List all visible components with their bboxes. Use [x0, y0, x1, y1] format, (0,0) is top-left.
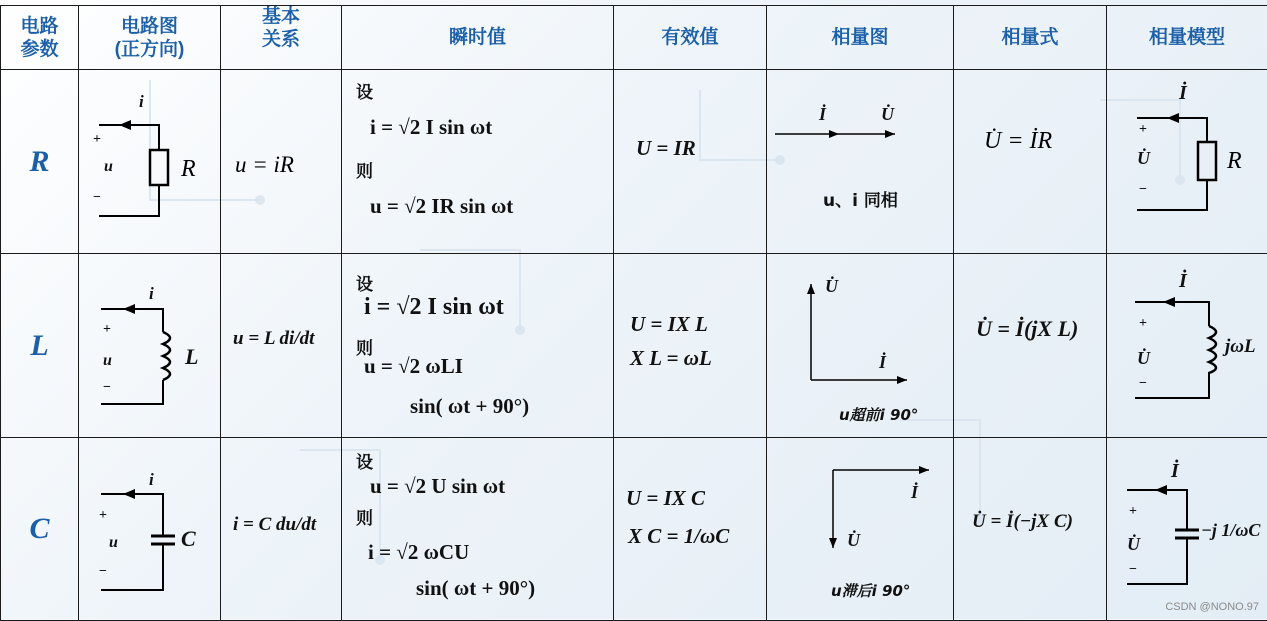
- model-cell: [1107, 438, 1267, 621]
- param-cell: [1, 438, 79, 621]
- instant-then: 则: [356, 157, 373, 182]
- header-param-label: 电路 参数: [20, 16, 58, 60]
- header-relation: [221, 6, 342, 70]
- relation-cell: [221, 254, 342, 438]
- phasor-eq-cell: [954, 70, 1107, 254]
- circuit-minus-label: −: [99, 564, 107, 580]
- circuit-current-label: i: [139, 92, 144, 112]
- circuit-element-label: C: [181, 526, 196, 552]
- model-element-label: −j 1/ωC: [1201, 520, 1260, 541]
- header-row: [1, 6, 1267, 70]
- effective-eq1: U = IR: [636, 136, 696, 161]
- circuit-cell: [79, 438, 221, 621]
- relation-formula: u = L di/dt: [233, 328, 314, 350]
- capacitor-circuit-diagram: [79, 438, 221, 620]
- effective-cell: [614, 254, 767, 438]
- instant-let: 设: [356, 448, 373, 473]
- instant-cell: [342, 438, 614, 621]
- row-capacitor: [1, 438, 1267, 621]
- model-plus-label: +: [1139, 316, 1147, 332]
- effective-eq1: U = IX L: [630, 312, 708, 337]
- phasor-label-2: U̇: [881, 104, 894, 125]
- circuit-cell: [79, 70, 221, 254]
- model-current-label: İ: [1171, 460, 1179, 483]
- circuit-plus-label: +: [93, 132, 101, 148]
- header-param: [1, 6, 79, 70]
- circuit-comparison-table: [0, 5, 1267, 621]
- phasor-label-2: U̇: [847, 530, 860, 551]
- instant-eq1: i = √2 I sin ωt: [370, 115, 492, 140]
- phasor-diagram-cell: [767, 438, 954, 621]
- instant-eq3: sin( ωt + 90°): [410, 394, 529, 419]
- instant-cell: [342, 254, 614, 438]
- relation-cell: [221, 438, 342, 621]
- circuit-element-label: R: [181, 156, 196, 183]
- param-cell: [1, 70, 79, 254]
- phasor-eq-cell: [954, 254, 1107, 438]
- relation-formula: i = C du/dt: [233, 514, 316, 536]
- model-plus-label: +: [1139, 122, 1147, 138]
- param-label: L: [30, 329, 48, 362]
- circuit-cell: [79, 254, 221, 438]
- instant-eq3: sin( ωt + 90°): [416, 576, 535, 601]
- model-cell: [1107, 70, 1267, 254]
- circuit-voltage-label: u: [103, 352, 112, 370]
- model-element-label: R: [1227, 148, 1242, 175]
- model-voltage-label: U̇: [1127, 534, 1140, 555]
- instant-then: 则: [356, 334, 373, 359]
- resistor-circuit-diagram: [79, 70, 221, 253]
- model-voltage-label: U̇: [1137, 348, 1150, 369]
- circuit-current-label: i: [149, 284, 154, 304]
- model-current-label: İ: [1179, 270, 1187, 293]
- model-minus-label: −: [1139, 182, 1147, 198]
- instant-then: 则: [356, 504, 373, 529]
- header-phasor-eq-label: 相量式: [1001, 27, 1058, 48]
- phasor-label-1: İ: [819, 104, 826, 125]
- effective-eq1: U = IX C: [626, 486, 705, 511]
- model-element-label: jωL: [1225, 336, 1256, 358]
- instant-let: 设: [356, 78, 373, 103]
- relation-formula: u = iR: [235, 152, 294, 178]
- instant-cell: [342, 70, 614, 254]
- phasor-eq-formula: U̇ = İ(jX L): [976, 310, 1086, 348]
- effective-cell: [614, 70, 767, 254]
- phasor-eq-formula: U̇ = İR: [984, 128, 1052, 155]
- instant-eq1: i = √2 I sin ωt: [364, 294, 504, 321]
- phasor-diagram-cell: [767, 254, 954, 438]
- circuit-voltage-label: u: [109, 534, 118, 552]
- circuit-element-label: L: [185, 344, 198, 370]
- resistor-model-diagram: [1107, 70, 1267, 253]
- header-effective: [614, 6, 767, 70]
- model-current-label: İ: [1179, 82, 1187, 105]
- circuit-plus-label: +: [99, 508, 107, 524]
- phasor-label-1: U̇: [825, 276, 838, 297]
- instant-eq2: i = √2 ωCU: [368, 540, 469, 565]
- model-plus-label: +: [1129, 504, 1137, 520]
- header-relation-label: 基本 关系: [262, 6, 300, 50]
- header-circuit: [79, 6, 221, 70]
- phasor-diagram-cell: [767, 70, 954, 254]
- header-effective-label: 有效值: [661, 27, 718, 48]
- resistor-phasor-diagram: [767, 70, 954, 253]
- phasor-label-2: İ: [879, 352, 886, 373]
- header-phasor-diagram: [767, 6, 954, 70]
- phasor-eq-cell: [954, 438, 1107, 621]
- row-resistor: [1, 70, 1267, 254]
- instant-eq2: u = √2 IR sin ωt: [370, 194, 513, 219]
- model-minus-label: −: [1129, 562, 1137, 578]
- circuit-minus-label: −: [103, 380, 111, 396]
- phasor-note: u超前i 90°: [839, 404, 918, 425]
- header-model: [1107, 6, 1267, 70]
- param-label: R: [29, 145, 49, 178]
- model-cell: [1107, 254, 1267, 438]
- model-minus-label: −: [1139, 376, 1147, 392]
- phasor-note: u滞后i 90°: [831, 580, 910, 601]
- circuit-plus-label: +: [103, 322, 111, 338]
- phasor-eq-formula: U̇ = İ(−jX C): [972, 504, 1102, 540]
- circuit-minus-label: −: [93, 190, 101, 206]
- header-phasor-eq: [954, 6, 1107, 70]
- instant-eq2: u = √2 ωLI: [364, 354, 463, 379]
- effective-eq2: X L = ωL: [630, 346, 712, 371]
- phasor-label-1: İ: [911, 482, 918, 503]
- header-instant: [342, 6, 614, 70]
- effective-cell: [614, 438, 767, 621]
- effective-eq2: X C = 1/ωC: [628, 524, 729, 549]
- instant-eq1: u = √2 U sin ωt: [370, 474, 505, 499]
- circuit-voltage-label: u: [104, 158, 113, 176]
- header-instant-label: 瞬时值: [449, 27, 506, 48]
- param-label: C: [29, 512, 49, 545]
- inductor-circuit-diagram: [79, 254, 221, 437]
- model-voltage-label: U̇: [1137, 148, 1150, 169]
- watermark: CSDN @NONO.97: [1165, 601, 1259, 613]
- phasor-note: u、i 同相: [823, 186, 898, 211]
- relation-cell: [221, 70, 342, 254]
- instant-let: 设: [356, 270, 373, 295]
- header-phasor-diagram-label: 相量图: [831, 27, 888, 48]
- param-cell: [1, 254, 79, 438]
- circuit-current-label: i: [149, 470, 154, 490]
- header-model-label: 相量模型: [1149, 27, 1225, 48]
- header-circuit-label: 电路图 (正方向): [115, 16, 185, 60]
- row-inductor: [1, 254, 1267, 438]
